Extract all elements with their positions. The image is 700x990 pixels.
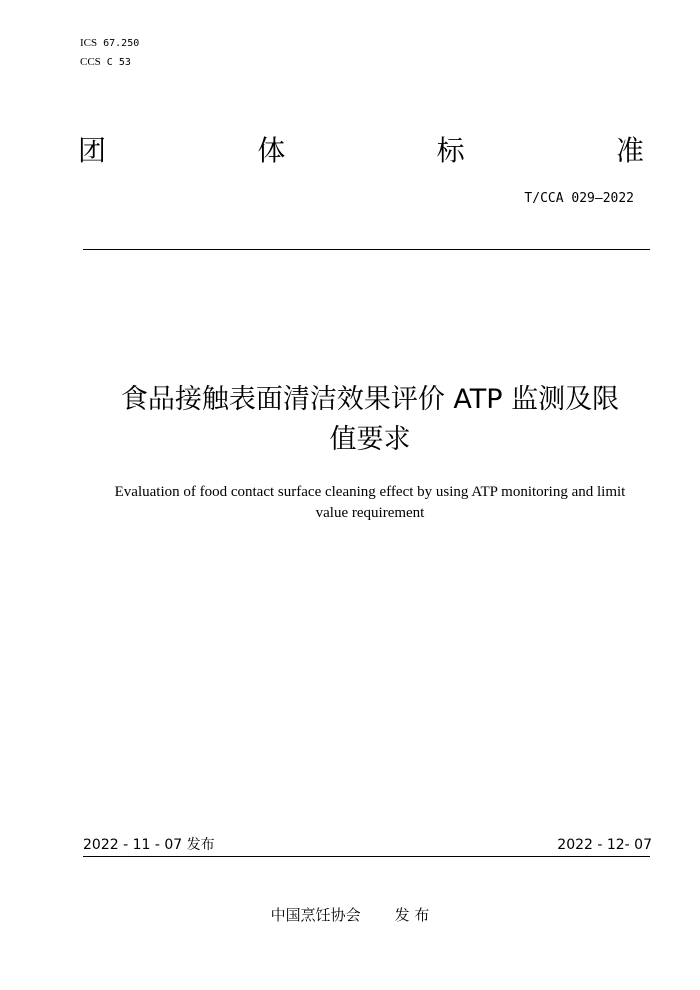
chinese-title [60,380,680,460]
standard-number: T/CCA 029—2022 [524,191,634,206]
issuer-action: 发 布 [394,906,430,924]
english-title-line-1: Evaluation of food contact surface cleaning effect by using ATP monitoring and limit [114,484,626,500]
heading-char-2: 体 [257,134,286,167]
issuer-line [0,904,700,926]
date-row [83,835,652,855]
top-divider [83,249,650,250]
implementation-date: 2022 - 12- 07 [557,837,652,853]
ics-label: ICS [80,37,98,49]
ccs-line [80,53,139,72]
chinese-title-line-2: 值要求 [329,424,411,455]
heading-char-1: 团 [78,134,107,167]
english-title-line-2: value requirement [315,505,425,521]
issue-date: 2022 - 11 - 07 发布 [83,837,215,853]
chinese-title-line-1: 食品接触表面清洁效果评价 ATP 监测及限 [120,384,620,415]
standard-type-heading [78,133,644,169]
ics-line [80,34,139,53]
bottom-divider [83,856,650,857]
heading-char-3: 标 [436,134,465,167]
heading-char-4: 准 [615,134,644,167]
classification-codes [80,34,139,72]
ics-value: 67.250 [103,38,140,49]
ccs-value: C 53 [106,57,131,68]
english-title [70,482,670,524]
ccs-label: CCS [80,56,101,68]
issuer-name: 中国烹饪协会 [270,906,361,924]
